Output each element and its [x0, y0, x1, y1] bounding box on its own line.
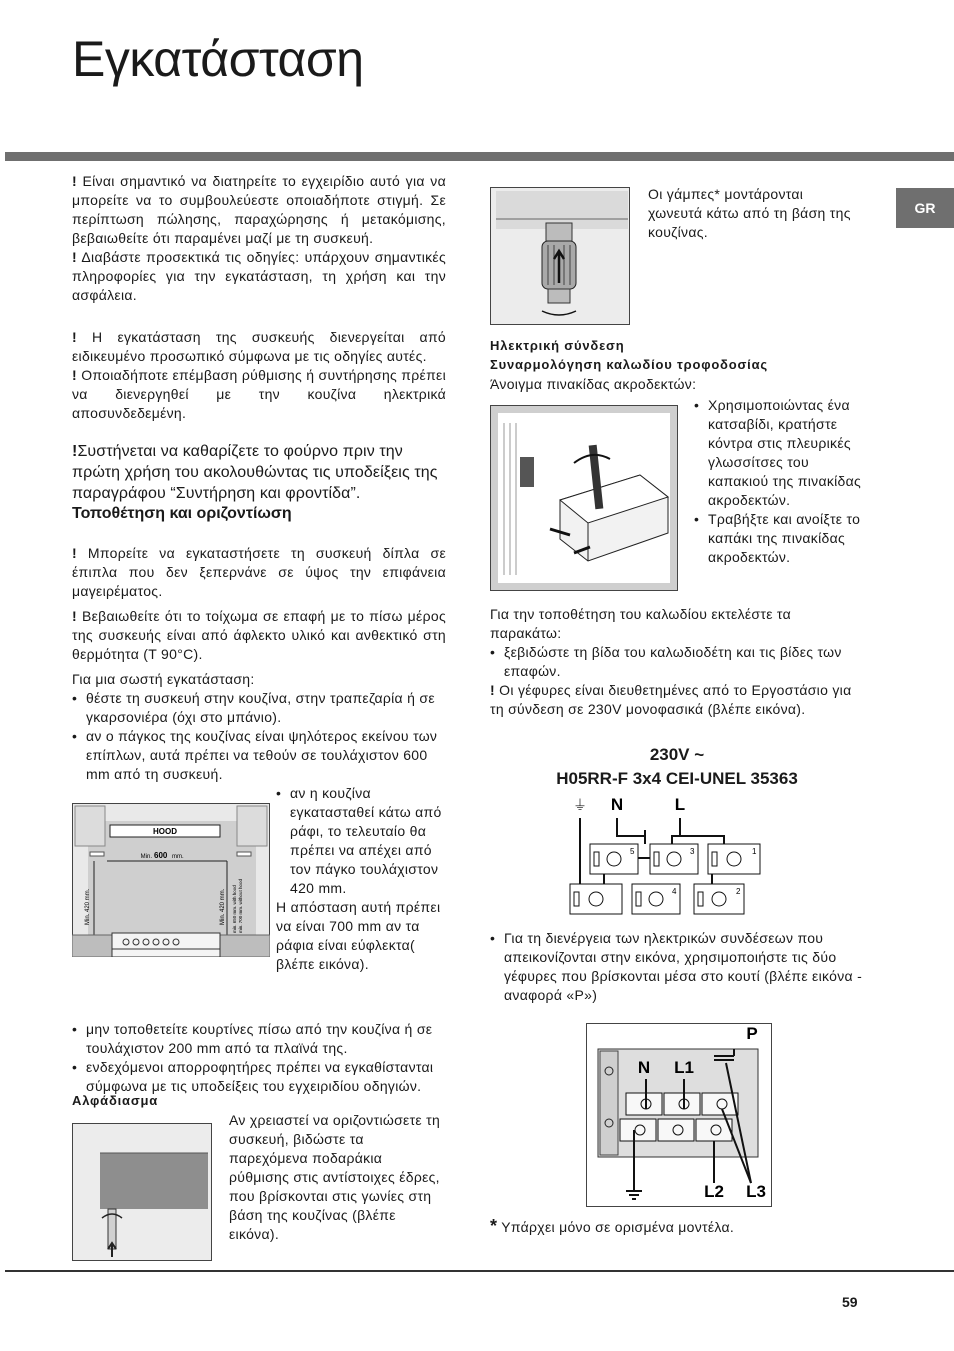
- l2-label: L2: [704, 1182, 724, 1201]
- p-label: P: [746, 1024, 758, 1043]
- bridge-list-block: [490, 929, 864, 1005]
- terminal-2: 2: [736, 887, 741, 896]
- bridge-list: [490, 929, 864, 1005]
- terminal-4: 4: [672, 887, 677, 896]
- position-warnings: [72, 544, 446, 784]
- bridge-terminal-figure: [586, 1023, 772, 1207]
- hood-item-block: [276, 784, 452, 974]
- wiring-diagram: [566, 792, 776, 922]
- elec-heading: Ηλεκτρική σύνδεση: [490, 338, 625, 353]
- leveling-heading: Αλφάδιασμα: [72, 1093, 159, 1108]
- warning-3: ! Η εγκατάσταση της συσκευής διενεργείται από ειδικευμένο προσωπικό σύμφωνα με τις οδηγίες αυτές.: [72, 329, 446, 364]
- ground-label: ⏚: [573, 797, 587, 813]
- min-label: Min.: [140, 854, 152, 860]
- hood-list: [276, 784, 452, 898]
- warnings-block: [72, 172, 446, 305]
- cable-spec: H05RR-F 3x4 CEI-UNEL 35363: [556, 769, 798, 788]
- install-list-2-block: [72, 1020, 446, 1096]
- n-terminal-label: N: [637, 1058, 651, 1077]
- warning-4: ! Οποιαδήποτε επέμβαση ρύθμισης ή συντήρησης πρέπει να διενεργηθεί με την κουζίνα ηλεκτρικά αποσυνδεδεμένη.: [72, 367, 446, 421]
- page-number: 59: [842, 1294, 858, 1310]
- header-rule: [5, 152, 954, 161]
- hood-clearance-figure: [72, 803, 270, 957]
- list-item: • Για τη διενέργεια των ηλεκτρικών συνδέσεων που απεικονίζονται στην εικόνα, χρησιμοποιήστε τις δύο γέφυρες που βρίσκονται μέσα στο κουτί (βλέπε εικόνα - αναφορά «P»): [490, 929, 864, 1005]
- terminal-1: 1: [752, 847, 757, 856]
- page-title: Εγκατάσταση: [72, 31, 364, 87]
- warning-1: ! Είναι σημαντικό να διατηρείτε το εγχειρίδιο αυτό για να μπορείτε να το συμβουλεύεστε οποιαδήποτε στιγμή. Σε περίπτωση πώλησης, παραχώρησης ή μετακόμισης, βεβαιωθείτε ότι παραμένει μαζί με τη συσκευή.: [72, 173, 446, 246]
- cable-heading: Συναρμολόγηση καλωδίου τροφοδοσίας: [490, 357, 768, 372]
- position-warning-2: ! Βεβαιωθείτε ότι το τοίχωμα σε επαφή με το πίσω μέρος της συσκευής είναι από άφλεκτο υλικό και ανθεκτικό στη θερμότητα (T 90°C).: [72, 608, 446, 662]
- footer-rule: [5, 1270, 954, 1272]
- install-list-2: [72, 1020, 446, 1096]
- bridge-note: ! Οι γέφυρες είναι διευθετημένες από το Εργοστάσιο για τη σύνδεση σε 230V μονοφασικά (βλέπε εικόνα).: [490, 682, 852, 717]
- leveling-figure: [72, 1123, 212, 1261]
- list-item: • Χρησιμοποιώντας ένα κατσαβίδι, κρατήστε κόντρα στις πλευρικές γλωσσίτσες του καπακιού της πινακίδας ακροδεκτών.: [694, 396, 870, 510]
- language-badge: GR: [896, 188, 954, 228]
- list-item: • θέστε τη συσκευή στην κουζίνα, στην τραπεζαρία ή σε γκαρσονιέρα (όχι στο μπάνιο).: [72, 689, 446, 727]
- terminal-5: 5: [630, 847, 635, 856]
- list-item: • αν ο πάγκος της κουζίνας είναι ψηλότερος εκείνου των επίπλων, αυτά πρέπει να τεθούν σε τουλάχιστον 600 mm από τη συσκευή.: [72, 727, 446, 784]
- position-warning-1: ! Μπορείτε να εγκαταστήσετε τη συσκευή δίπλα σε έπιπλα που δεν ξεπερνάνε σε ύψος την επιφάνεια μαγειρέματος.: [72, 545, 446, 599]
- footnote: * Υπάρχει μόνο σε ορισμένα μοντέλα.: [490, 1216, 735, 1236]
- l-label: L: [674, 795, 686, 814]
- hood-label: HOOD: [153, 827, 177, 836]
- dim-mm: mm.: [172, 854, 184, 860]
- leveling-text: Αν χρειαστεί να οριζοντιώσετε τη συσκευή, βιδώστε τα παρεχόμενα ποδαράκια ρύθμισης στις αντίστοιχες έδρες, που βρίσκονται στις γωνίες στη βάση της κουζίνας (βλέπε εικόνα).: [229, 1112, 441, 1242]
- dim-420-left: Min. 420 mm.: [85, 888, 91, 925]
- l1-label: L1: [674, 1058, 694, 1077]
- terminal-3: 3: [690, 847, 695, 856]
- list-item: • αν η κουζίνα εγκατασταθεί κάτω από ράφι, το τελευταίο θα πρέπει να απέχει από τον πάγκο τουλάχιστον 420 mm.: [276, 784, 452, 898]
- opening-list-block: [694, 396, 870, 567]
- install-list: [72, 689, 446, 784]
- hood-item-2: Η απόσταση αυτή πρέπει να είναι 700 mm αν τα ράφια είναι εύφλεκτα( βλέπε εικόνα).: [276, 899, 441, 972]
- cable-intro: Για την τοποθέτηση του καλωδίου εκτελέστε τα παρακάτω:: [490, 606, 791, 641]
- terminal-board-figure: [490, 405, 678, 591]
- leg-figure: [490, 187, 630, 325]
- list-item: • μην τοποθετείτε κουρτίνες πίσω από την κουζίνα ή σε τουλάχιστον 200 mm από τα πλαϊνά της.: [72, 1020, 446, 1058]
- oven-note: !Συστήνεται να καθαρίζετε το φούρνο πριν την πρώτη χρήση του ακολουθώντας τις υποδείξεις της παραγράφου “Συντήρηση και φροντίδα”.: [72, 443, 438, 502]
- n-label: N: [610, 795, 624, 814]
- heading-position: Τοποθέτηση και οριζοντίωση: [72, 505, 292, 522]
- dim-650: min. 650 mm. with hood: [232, 885, 237, 933]
- l3-label: L3: [746, 1182, 766, 1201]
- list-item: • ξεβιδώστε τη βίδα του καλωδιοδέτη και τις βίδες των επαφών.: [490, 643, 864, 681]
- cable-list: [490, 643, 864, 681]
- list-item: • Τραβήξτε και ανοίξτε το καπάκι της πινακίδας ακροδεκτών.: [694, 510, 870, 567]
- cable-block: [490, 605, 864, 719]
- voltage-label: 230V ~: [649, 745, 705, 764]
- legs-text: Οι γάμπες* μοντάρονται χωνευτά κάτω από τη βάση της κουζίνας.: [648, 186, 851, 240]
- list-item: • ενδεχόμενοι απορροφητήρες πρέπει να εγκαθίστανται σύμφωνα με τις υποδείξεις του εγχειριδίου οδηγιών.: [72, 1058, 446, 1096]
- dim-700: min. 700 mm. without hood: [238, 878, 243, 933]
- dim-420-right: Min. 420 mm.: [220, 888, 226, 925]
- opening-list: [694, 396, 870, 567]
- opening-text: Άνοιγμα πινακίδας ακροδεκτών:: [490, 376, 697, 392]
- dim-600: 600: [154, 851, 168, 860]
- warning-2: ! Διαβάστε προσεκτικά τις οδηγίες: υπάρχουν σημαντικές πληροφορίες για την εγκατάσταση, τη χρήση και την ασφάλεια.: [72, 249, 446, 303]
- warnings-block-2: [72, 328, 446, 423]
- install-intro: Για μια σωστή εγκατάσταση:: [72, 671, 255, 687]
